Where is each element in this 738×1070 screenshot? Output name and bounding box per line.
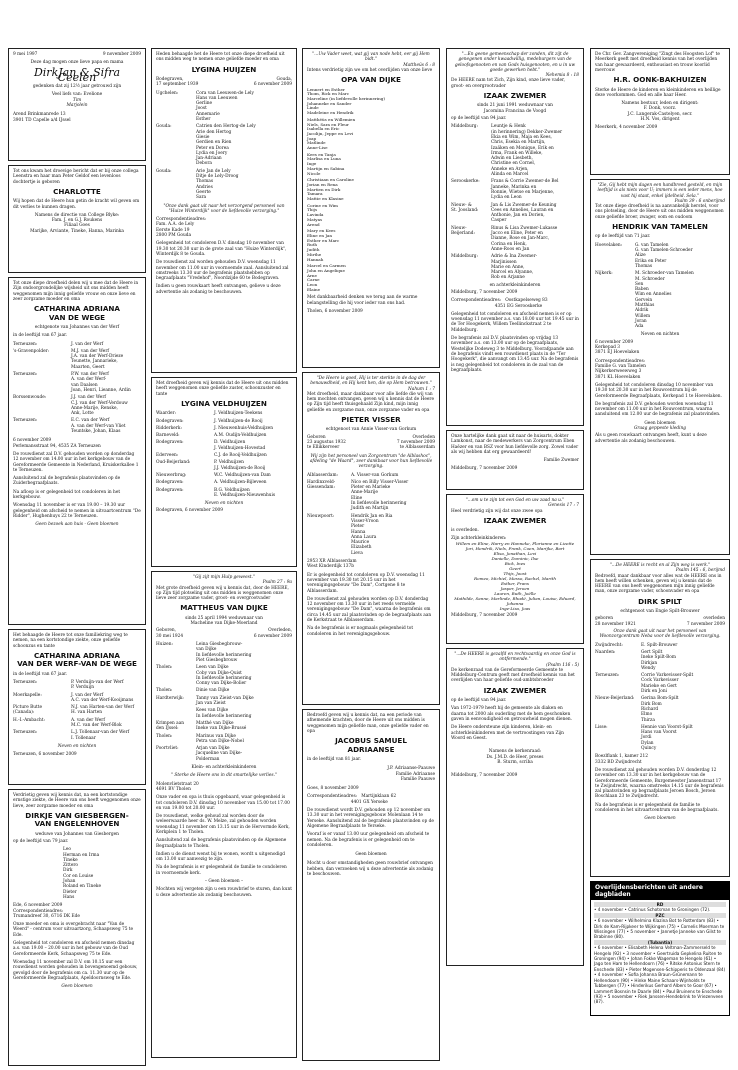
address: Arend Brinkmanrede 13 3901 TD Capelle a/d IJssel xyxy=(13,112,71,123)
column-1 xyxy=(8,48,146,1070)
family-member: Marcel en Carmen xyxy=(307,263,346,269)
date: Middelburg, 7 november 2009 xyxy=(451,466,518,472)
funeral-text: Onze moeder en oma is overgebracht naar "Van de Weerd" - centrum voor uitvaartzorg, Schaapsweg 75 te Ede. xyxy=(13,922,134,938)
subtitle: echtgenote van Johannes van der Werf xyxy=(34,325,120,330)
address: Molenvlietstraat 20 4691 BV Tholen xyxy=(156,781,199,792)
family-member: Romeo, Michiel, Messo, Rachel, Marith xyxy=(474,575,556,581)
deceased-name: PIETER VISSER xyxy=(341,415,401,425)
address: Correspondentieadres: Trumandreef 30, 6716 DK Ede xyxy=(13,908,80,919)
table-row: • 4 november • Catrinus Schotsman te Groningen (72). xyxy=(594,907,711,913)
family-row: Hardterwijk: Tanny van Zieist-van Dijke Jan van Zieist xyxy=(156,695,254,707)
footer: Neven en nichten xyxy=(204,501,244,507)
date: 6 november 2009 xyxy=(13,438,52,444)
family-row: Terneuzen: P. Verduijn-van der Werf P. Verduijn xyxy=(13,680,124,691)
family-member: Willem en Eline, Harry en Hanneke, Florianne en Lizette xyxy=(455,540,575,546)
family-member: Christiaan en Caroline xyxy=(307,177,354,183)
family-row: Terneuzen: E.C. van der Werf A. van der Werf-van Vliet Teuntske, Johan, Klaas xyxy=(13,418,126,435)
burial-text: Aansluitend zal de begrafenis plaatsvinden op de Zuiderbegraafplaats. xyxy=(13,476,121,487)
family-member: Kees en Tanja xyxy=(307,151,336,157)
text: Wij hopen dat de Heere hun getin de kracht wil geven om dit verlies te kunnen dragen. xyxy=(13,199,140,210)
family-member: Lauren, Ruth, Joëlle xyxy=(494,590,536,596)
family-member: Linde xyxy=(307,105,319,111)
extra-text: Na de begrafenis is er nogmaals gelegenheid tot condoleren in het verenigingsgebouw. xyxy=(307,626,414,637)
family-row: Bodegraven: D. Veldhuijzen J. Veldhuijzen-Hovestad xyxy=(156,440,266,451)
grandchildren: en achterkleinkinderen xyxy=(489,282,541,288)
funeral-text: Gelegenheid tot condoleren D.V. dinsdag 10 november van 19.30 tot 20.30 uur in de grote zaal van "Huize Winterdijk", Winterdijk 8 te Gouda. xyxy=(156,241,287,257)
table-row: • 6 november • Elisabeth Helena Veltman-Zammerseld te Hengelo (92) • 3 november • Geertruida Gepkelina Ruiten te Groningen (94) • Johan Fokke Wageman te Hengelo (61) • Jago ten Ham te Hellendoorn (76) • Ritske Antonius Stern te Enschede (83) • Pieter Mogensen-Schipperis te Oldenzaal (84) • 4 november • Sofia Johanna Braun-Grünemann te Hellendoorn (90) • Hinke Maine Schaars-Wijnholds te Tubbergen (77) • Hinderikus Gerhard Albers te Goor (67) • Lammert Bosnsin te Daarle (84) • Paul Bruinens te Enschede (93) • 5 november • Riek Janssen-Hendebrink te Vriezenveen (87). xyxy=(594,945,726,1005)
anniversary-notice xyxy=(8,48,146,161)
family-member: Thom, Rick en Marc xyxy=(307,91,350,97)
family-row: Nieuwpoort: Hendrik Jan en Ria Visser-Vroon Pieter Hanna Anna Laura Maurice Elizabeth Lieva xyxy=(307,513,393,556)
quote-ref: Psalm 27 : 9a xyxy=(262,580,292,586)
family-member: Elaine xyxy=(307,286,321,292)
quote-ref: Psalm 145 : 6, berijmd xyxy=(675,568,725,574)
family-row: Nieuw-Beijerland: Gerina Bom-Spilt Dirk Bom Richard Elmo Thirza xyxy=(595,696,679,723)
great-grandchildren-notice xyxy=(446,494,584,644)
deceased-name: HENDRIK VAN TAMELEN xyxy=(612,222,708,232)
subtitle: sinds 21 juni 1991 weduwnaar van Jacomina Francina de Voogd xyxy=(477,103,553,114)
intro: De HEERE nam tot Zich, Zijn kind, onze lieve vader, groot- en overgrootvader xyxy=(451,78,565,89)
intro: De kerkenraad van de Gereformeerde Gemeente te Middelburg-Centrum geeft met droefheid kennis van het overlijden van haar geliefde oud-ambtsbroeder xyxy=(451,667,575,684)
signature: J.P. Adriaanse-Paauwe Familie Adriaanse Familie Paauwe xyxy=(387,766,435,782)
family-row: Middelburg: Adrie & Ina Zwemer- Marjinissen Marie en Anne, Marcel en Alyanne, Rob en Arjanne xyxy=(451,254,538,281)
deceased-name: IZAAK ZWEMER xyxy=(483,515,547,525)
family-member: Mirthe xyxy=(307,251,322,257)
family-row: Barneveld: A.M. Oudijn-Veldhuijzen xyxy=(156,433,267,439)
family-row: Ugchelen: Cora van Leeuwen-de Lely Hans van Leeuwen Gerline Joost Annemarie Esther xyxy=(156,90,254,123)
subtitle: echtgenoot van Engie Spilt-Brouwer xyxy=(620,609,700,615)
family-member: Mathilde, Sanne, Marlinde, Rhodé, Julian, Louise, Eduard, Johanna xyxy=(454,595,576,606)
death-notice: "Gij zijt mijn Hulp geweest." Psalm 27 : 9a Met grote droefheid geven wij u kennis dat, door de HEERE, op Zijn tijd plotseling uit ons midden is weggenomen onze lieve zeer zorgzame vader, groot- en overgrootvader MATTHEUS VAN DIJKE sinds 25 april 1994 weduwnaar van Macheline van Dijke-Moerland Geboren, Overleden, 30 mei 1924 6 november 2009 Huizen: Leina Giesbegbrouw- van Dijke In liefdevolle herinnering Piet Giesbegbrouw Tholen: Leen van Dijke Coby van Dijke-Quist In liefdevolle herinnering Conny van Dijke-Bolier Tholen: Dinie van Dijke Hardterwijk: Tanny van Zieist-van Dijke Jan van Zieist Kees van Dijke In liefdevolle herinnering Krimpen aan den IJssel: Matthé van Dijke Ineke van Dijke-Brussé Tholen: Marinus van Dijke Petra van Dijke-Nobel Poortvliet: Arjan van Dijke Jacqueline van Dijke- Polderman Klein- en achterkleinkinderen " Sterke de Heere ons in dit smartelijke verlies." Molenvlietstraat 20 4691 BV Tholen Onze vader en opa is thuis opgebaard, waar gelegenheid is tot condoleren D.V. dinsdag 10 november van 15.00 tot 17.00 en van 19.00 tot 20.00 uur. De rouwdienst, welke gehoud zal worden door de weleerwaarde heer ds. W. Melze, zal gehouden worden woensdag 11 november om 13.15 uur in de Hervormde Kerk, Kerkplein 1 te Tholen. Aansluitend zal de begrafenis plaatsvinden op de Algemene Begraafplaats te Tholen. Indien u de dienst wenst bij te wonen, wordt u uitgenodigd om 13.00 uur aanwezig te zijn. Na de begrafenis is er gelegenheid de familie te condoleren in voornoemde kerk. – Geen bloemen – Mochten wij vergeten zijn u een rouwbrief te sturen, dan kunt u deze advertentie als zodanig beschouwen. xyxy=(151,571,297,1058)
death-notice xyxy=(151,377,297,567)
funeral-text: Gelegenheid tot condoleren dinsdag 10 november van 19.30 tot 20.30 uur in het Rouwcentrum bij de Gereformeerde Begraafplaats, Kerkepad 1 te Hoevelaken. xyxy=(595,382,722,399)
family-row: Gouda: Arie Jan de Lely Ditje de Lely-Droog Thomas Andries Geerte Sara xyxy=(156,168,239,201)
intro: Met droefheid, maar dankbaar voor alle liefde die wij van hem mochten ontvangen, geven wij u kennis dat de Heere op Zijn tijd heeft thuisgehaald Zijn kind, mijn innig geliefde en zorgzame man, onze zorgzame vader en opa xyxy=(307,391,435,413)
funeral-text: De rouwdienst, welke gehoud zal worden door de weleerwaarde heer ds. W. Melze, zal gehouden worden woensdag 11 november om 13.15 uur in de Hervormde Kerk, Kerkplein 1 te Tholen. xyxy=(156,814,290,835)
family-member: Jorian en Rena xyxy=(307,181,338,187)
family-row: Terneuzen: Corrie Varkevisser-Spilt Cock Varkevisser Marieke en Gert Dirk en Joni xyxy=(595,673,694,695)
date-left: 9 mei 1997 xyxy=(13,52,38,57)
family-member: Elisa, Jonathan, Levi xyxy=(493,550,537,556)
funeral-text: De rouwdienst zal gehouden worden D.V. donderdag 12 november om 13.30 uur in het kerkgebouw van de Gereformeerde Gemeente, Burgemeester Jansenstraat 17 te Zwijndrecht, waarna omstreeks 14.15 uur de begrafenis zal plaatsvinden op begraafplaats Jeroen Bosch, Jeroen Boschlaan 23 te Zwijndrecht. xyxy=(595,767,724,800)
family-member: Mary en Kees xyxy=(307,228,336,234)
quote-ref: Nahum 1 : 7 xyxy=(408,386,435,392)
family-member: Ruth xyxy=(307,242,318,248)
deceased-name: LYGINA HUIJZEN xyxy=(191,64,257,74)
extra-text: Woensdag 11 november is er van 19.00 – 19.30 uur gelegenheid om afscheid te nemen in uitvaartcentrum "De Ridder", Hughenhuys 22 te Terneuzen. xyxy=(13,503,141,519)
age: op de leeftijd van 94 jaar. xyxy=(451,116,507,122)
footer: Neven en nichten xyxy=(57,743,97,749)
family-member: Marceline (in liefdevolle herinnering) xyxy=(307,96,385,101)
date: Meerkerk, 4 november 2009 xyxy=(595,125,658,131)
family-member: Nicole xyxy=(307,170,321,176)
family-row: Krimpen aan den IJssel: Matthé van Dijke Ineke van Dijke-Brussé xyxy=(156,720,247,732)
family-member: Hannah xyxy=(307,256,324,262)
funeral-text: De rouwdienst zal D.V. gehouden worden op donderdag 12 november om 14.00 uur in het kerkgebouw van de Gereformeerde Gemeente in Nederland, Kruiskerkallee 1 te Terneuzen. xyxy=(13,451,139,473)
date: Tholen, 6 november 2009 xyxy=(307,309,363,315)
funeral-text: De begrafenis zal D.V. plaatsvinden op vrijdag 13 november a.s. om 13.00 uur op de begraafplaats, Westelijke Dodeweg 3 te Middelburg. Voorafgaande aan de begrafenis vindt een rouwdienst plaats in de "Ter Hoogekerk", die aanvangt om 13.45 uur. Na de begrafenis is nog gelegenheid tot condoleren in de zaal van de begraafplaats. xyxy=(451,336,579,373)
family-member: Thijs xyxy=(307,207,318,213)
text: gedenken dat zij 12½ jaar getrouwd zijn xyxy=(32,84,122,90)
no-flowers: – Geen bloemen – xyxy=(204,879,244,885)
family-member: Thijs, Joost xyxy=(503,570,527,576)
signature: Namens bestuur, leden en dirigent: F. Donk, voorz. J.C. Langerak-Castelyen, secr. H.N. Vos, dirigent xyxy=(621,101,699,123)
deceased-name: CATHARINA ADRIANA VAN DE WEGE xyxy=(34,304,120,322)
extra-text: Indien u de dienst wenst bij te wonen, wordt u uitgenodigd om 13.00 uur aanwezig te zijn. xyxy=(156,851,286,863)
burial-text: De begrafenis zal D.V. gehouden worden woensdag 11 november om 11.00 uur in het Rouwcentrum, waarna aansluitend om 12.00 uur de begrafenis zal plaatsvinden. xyxy=(595,401,721,418)
intro: Tot ons kwam het droevige bericht dat er bij onze collega Leenstra en haar man Peter Geldof een levenloos dochtertje is geboren xyxy=(13,169,139,185)
text: Van 1972-1979 heeft hij de gemeente als diaken en daarna tot 2000 als ouderling met de hem geschonken gaven in eenvoudigheid en getrouwheid mogen dienen. xyxy=(451,706,573,723)
date: Ede, 6 november 2009 xyxy=(13,903,63,909)
family-member: Danielle, Dominic, Ilse xyxy=(491,555,539,561)
condolence-notice xyxy=(8,165,146,273)
intro: Tot onze diepe droefheid delen wij u mee dat de Heere in Zijn ondoorgrondelijke wijsheid uit ons midden heeft weggenomen mijn innig geliefde vrouw en onze lieve en zeer zorgzame moeder en oma xyxy=(13,281,139,302)
visit-text: De rouwdienst wordt D.V. gehouden op 12 november om 13.30 uur in het verenigingsgebouw Molenlaan 14 te Yerseke. Aansluitend zal de begrafenis plaatsvinden op de Algemene Begraafplaats te Yerseke. xyxy=(307,808,434,829)
quote: "...om u te zijn tot een God en uw zaad na u." xyxy=(465,498,565,503)
address: Kerkepad 3 3871 EJ Hoevelaken xyxy=(595,345,640,356)
date: Terneuzen, 6 november 2009 xyxy=(13,752,77,758)
extra-text: Woensdag 11 november zal D.V. om 10.15 uur een rouwdienst worden gehouden in bovengenoemd gebouw, gevolgd door de begrafenis om ca. 11.30 uur op de Gereformeerde Begraafplaats, Apeldoornsweg te Ede. xyxy=(13,959,138,981)
age: op de leeftijd van 79 jaar. xyxy=(13,839,69,844)
death-notice: "De Heere is goed, Hij is ter sterkte in de dag der benauwdheid, en Hij kent hen, die op Hem betrouwen." Nahum 1 : 7 Met droefheid, maar dankbaar voor alle liefde die wij van hem mochten ontvangen, geven wij u kennis dat de Heere op Zijn tijd heeft thuisgehaald Zijn kind, mijn innig geliefde en zorgzame man, onze zorgzame vader en opa PIETER VISSER echtgenoot van Annie Visser-van Gorkum Geboren Overleden 23 augustus 1932 7 november 2009 te Ellikkerveer te Alblasserdam Wij zijn het personeel van Zorgcentrum "de Alblashoc", afdeling "de Waard", zeer dankbaar voor hun liefdevolle verzorging. Alblasserdam: A. Visser-van Gorkum Hardinxveld- Giessendam: Nico en Billy Visser-Visser Pieter en Marieke Anne-Marije Eline In liefdevolle herinnering Judith en Martijn Nieuwpoort: Hendrik Jan en Ria Visser-Vroon Pieter Hanna Anna Laura Maurice Elizabeth Lieva 2953 XR Alblasserdam West Kinderdijk 137b Er is gelegenheid tot condoleren op D.V. woensdag 11 november van 19.30 tot 20.15 uur in het verenigingsgebouw "De Dam", Cortgene 8 te Alblasserdam. De rouwdienst zal gehouden worden op D.V. donderdag 12 november om 13.30 uur in het reeds vermelde verenigingsgebouw "De Dam", waarna de begrafenis om circa 14.45 uur zal plaatsvinden op de begraafplaats aan de Kerkstraat te Alblasserdam. Na de begrafenis is er nogmaals gelegenheid tot condoleren in het verenigingsgebouw. xyxy=(302,372,440,705)
family-row: Hoevelaken: G. van Tamelen G. van Tamelen-Schroeder Alize Erika en Peter Thomas xyxy=(595,242,693,269)
quote: "De Heere is goed, Hij is ter sterkte in de dag der benauwdheid, en Hij kent hen, die op Hem betrouwen." xyxy=(310,376,432,387)
burial-text: De rouwdienst zal worden gehouden D.V. woensdag 11 november om 11.00 uur in voornoemde zaal. Aansluitend zal omstreeks 13.30 uur de begrafenis plaatshebben op begraafplaats "Vredehof", Noordzijde 60 te Bodegraven. xyxy=(156,260,289,282)
quote: "...Uw Vader weet, wat gij van node hebt, eer gij Hem bidt." xyxy=(312,52,430,63)
choir-notice xyxy=(590,48,730,175)
deceased-name: CHARLOTTE xyxy=(53,186,101,196)
family-row: Borssenwoude: J.J. van der Werf C.J. van der Werf-Verdouw Anne-Marije, Renske, Ank, Lotte xyxy=(13,395,128,417)
family-member: Jori, Hendrik, Niels, Frank, Coen, Marijke, Bart xyxy=(465,545,565,551)
family-row: Bodegraven: B.G. Veldhuijzen E. Veldhuijzen-Nieuwenhuis xyxy=(156,487,276,498)
intro: Bedroefd geven wij u kennis dat, na een periode van afnemende krachten, door de Heere uit ons midden is weggenomen mijn geliefde man, onze geliefde vader en opa xyxy=(307,713,429,734)
family-row: Huizen: Leina Giesbegbrouw- van Dijke In liefdevolle herinnering Piet Giesbegbrouw xyxy=(156,642,252,663)
grandchildren: Klein- en achterkleinkinderen xyxy=(191,765,257,771)
family-member: Isabella en Eric xyxy=(307,126,340,132)
family-member: Niels, Sara en Fleur xyxy=(307,121,349,127)
quote: "...En geene gemeenschap der zonden, dit zijt de genegenen onder kwaadwillig, medeburgers van de geloofsgenooten en van Gods huisgenooten, en u in uw goede gewerken hebt." xyxy=(454,52,576,73)
column-5 xyxy=(590,48,730,1020)
family-member: Carne xyxy=(307,277,320,283)
address: Correspondentieadres: Martijnklaan 62 4401 GX Yerseke xyxy=(307,794,397,805)
family-row: Zwijndrecht: E. Spilt-Brouwer xyxy=(595,642,678,648)
text: is overleden. xyxy=(451,528,479,534)
family-member: Geert xyxy=(509,565,521,571)
couple-names: DirkJan & Sifra Ceelen xyxy=(33,65,121,84)
intro: Verdrietig geven wij kennis dat, na een kortstondige ernstige ziekte, de Heere van ons heeft weggenomen onze lieve, zeer zorgzame moeder en oma xyxy=(13,793,141,809)
family-row: Nieuw- & St. Joosland: Jan & Lis Zwemer-de Keuning Cees en Annelies, Lauran en Anthonie, Jan en Dorien, Casper xyxy=(451,202,557,224)
date: Middelburg, 7 november 2009 xyxy=(451,289,518,295)
no-flowers: Geen bloemen xyxy=(644,420,676,426)
family-row: Moerkapelle: J. van der Werf A.C. van der Werf-Kooijmans xyxy=(13,692,134,703)
family-member: Tamara xyxy=(307,191,323,197)
family-row: Bodegraven: A. Veldhuijzen-Bijleveen xyxy=(156,480,267,486)
deceased-name: MATTHEUS VAN DIJKE xyxy=(180,603,268,613)
family-row: Serooskerke: Frans & Corrie Zwemer-de Bel Janneke, Marinka en Ronnie, Wietse en Marjenne, Lydia en Leon xyxy=(451,179,559,201)
quote-ref: Psalm 39 : 6 onberijmd xyxy=(674,198,725,204)
age: in de leeftijd van 67 jaar. xyxy=(13,671,68,677)
deceased-name: JACOBUS SAMUEL ADRIAANSE xyxy=(335,736,407,754)
column-3 xyxy=(302,48,440,1065)
family-row: Lisse: Hennie van Voorst-Spilt Hans van Voorst Jordi Dylan Quincy xyxy=(595,724,693,752)
family-member: Marlisa en Luna xyxy=(307,156,341,162)
family-list xyxy=(307,88,435,293)
quote-ref: Nehemia 8 : 18 xyxy=(545,73,579,79)
other-papers-table xyxy=(590,881,730,1016)
family-row: Terneuzen: P.W. van der Werf A. van der Werf- van Daalsen Joan, Henri, Lieanne, Ardin xyxy=(13,372,131,393)
church-notice xyxy=(446,648,584,966)
extra-text-2: Na de begrafenis is er gelegenheid de familie te condoleren in voornoemde kerk. xyxy=(156,865,287,876)
text: Met dankbaarheid denken we terug aan de warme belangstelling die hij voor ieder van ons had. xyxy=(307,295,418,306)
column-2 xyxy=(151,48,297,1062)
date: Middelburg, 7 november 2009 xyxy=(451,773,518,779)
quote-ref: Mattheüs 6 : 8 xyxy=(403,62,435,68)
intro: De Chr. Gev. Zangvereniging "Zingt des Hoogsten Lof" te Meerkerk geeft met droefheid kennis van het overlijden van haar gewaardeerd, enthousiast en trouw koorlid mevrouw xyxy=(595,52,720,73)
table-title: Overlijdensberichten uit andere dagbladen xyxy=(591,882,729,900)
footer: Geen bloemen xyxy=(61,984,93,990)
burial-text: Aansluitend zal de begrafenis plaatsvinden op de Algemene Begraafplaats te Tholen. xyxy=(156,838,287,849)
no-flowers: Geen bloemen xyxy=(355,852,387,858)
kid: Tim xyxy=(72,97,82,103)
family-member: Inge xyxy=(307,161,317,167)
date: Bodegraven, 6 november 2009 xyxy=(156,508,224,514)
family-row: Nijkerk: M. Schroeder-van Tamelen M. Schroeder Sen Baben Wim en Annelies Gervein Matthias Aldrik Willem Joran Ada xyxy=(595,271,694,330)
family-member: Esther en Marc xyxy=(307,237,340,243)
family-member: Corine en Wim xyxy=(307,202,338,208)
family-row: Oud-Beijerland: P. Veldhuijzen J.J. Veldhuijzen-de Rooij xyxy=(156,460,266,471)
signature: Familie Zwemer xyxy=(543,458,579,464)
quote: "Gij zijt mijn Hulp geweest." xyxy=(193,575,255,580)
intro: Tot onze diepe droefheid is na aanvankelijk herstel, voor ons plotseling, door de Heere uit ons midden weggenomen onze geliefde broer, zwager, oom en oudoom xyxy=(595,204,724,220)
age: op de leeftijd van 94 jaar. xyxy=(451,698,507,704)
signature: Namens de directie van College Blyke: Fam. J. en G.J. Roukens Filiaal Goes Marijke, Arviante, Tineke, Hanna, Marinka xyxy=(30,212,124,234)
deceased-name: DIRK SPILT xyxy=(638,596,682,606)
family-notice xyxy=(8,629,146,785)
intro: Heden behaagde het de Heere tot onze diepe droefheid uit ons midden weg te nemen onze geliefde moeder en oma xyxy=(156,52,285,63)
subtitle: sinds 25 april 1994 weduwnaar van Macheline van Dijke-Moerland xyxy=(185,615,263,627)
family-member: Esther, Frans xyxy=(501,580,529,586)
family-row: Kees van Dijke In liefdevolle herinnering xyxy=(196,708,252,719)
family-member: Eline en Jan xyxy=(307,232,333,238)
extra-text: Na de begrafenis is er gelegenheid de familie te condoleren in het uitvaartcentrum van de begraafplaats. xyxy=(595,802,719,813)
funeral-text: Vooraf is er vanaf 13.00 uur gelegenheid om afscheid te nemen. Na de begrafenis is er gelegenheid om te condoleren. xyxy=(307,832,430,848)
family-row: 's-Gravenpolder: M.J. van der Werf J.A. van der Werf-Drieze Teunette, Jannarieke, Maarten, Geert xyxy=(13,348,124,370)
quote-ref: Genesis 17 : 7 xyxy=(548,503,579,509)
family-member: Jacolijn, Jeppe en Levi xyxy=(307,130,354,136)
age: in de leeftijd van 67 jaar. xyxy=(13,333,68,339)
visit-text: Gelegenheid tot condoleren en afscheid nemen is er op woensdag 11 november a.s. van 18.00 uur tot 19.45 uur in de Ter Hoogekerk, Willem Teellinckstraat 2 te Middelburg. xyxy=(451,311,579,333)
footer: Indien u geen rouwkaart heeft ontvangen, gelieve u deze advertentie als zodanig te beschouwen. xyxy=(156,284,281,295)
deceased-name: IZAAK ZWEMER xyxy=(483,91,547,101)
visit-text: Er is gelegenheid tot condoleren op D.V. woensdag 11 november van 19.30 tot 20.15 uur in het verenigingsgebouw "De Dam", Cortgene 8 te Alblasserdam. xyxy=(307,572,425,594)
family-member: Jasper, Jeroen xyxy=(500,585,530,591)
family-member: Judith xyxy=(307,247,320,253)
family-row: Tholen: Leen van Dijke Coby van Dijke-Quist In liefdevolle herinnering Conny van Dijke-Bolier xyxy=(156,665,252,687)
subtitle: echtgenoot van Annie Visser-van Gorkum xyxy=(325,427,417,433)
footer: Geen bezoek aan huis - Geen bloemen xyxy=(35,522,119,528)
address: 2953 XR Alblasserdam West Kinderdijk 137b xyxy=(307,559,357,570)
thanks-notice xyxy=(446,430,584,490)
intro: Heel verdrietig zijn wij dat onze zwee opa xyxy=(451,508,543,514)
family-row: H.-I.-Ambacht: A. van der Werf M.C. van der Werf-Blok xyxy=(13,717,122,729)
quote: "Zie, Gij hebt mijn dagen een handbreed gesteld, en mijn leeftijd is als niets voor U; immers is een ieder mens, hoe vast hij staat, enkel ijdelheid. Sela." xyxy=(597,183,723,199)
deceased-name: H.R. OONK-BAKHUIZEN xyxy=(613,75,707,85)
date: Middelburg, 7 november 2009 xyxy=(451,612,518,618)
intro: Het behaagde de Heere tot onze familiekring weg te nemen, na een kortstondige ziekte, onze geliefde schoonzus en tante xyxy=(13,633,128,649)
deceased-name: CATHARINA ADRIANA VAN DER WERF-VAN DE WEGE xyxy=(17,650,137,669)
intro: Met droefheid geven wij kennis dat de Heere uit ons midden heeft weggenomen onze geliefde zuster, schoonzuster en tante xyxy=(156,381,289,397)
date-right: 9 november 2009 xyxy=(102,52,141,57)
footer: Neven en nichten xyxy=(640,331,680,337)
family-row: Alblasserdam: A. Visser-van Gorkum xyxy=(307,472,399,478)
family-member: Johanneke en Sander xyxy=(307,100,352,106)
family-member: Arne xyxy=(307,272,317,278)
footer: Mochten wij vergeten zijn u een rouwbrief te sturen, dan kunt u deze advertentie als zodanig beschouwen. xyxy=(156,887,292,898)
family-row: Picture Butte (Canada): N.J. van Harten-van der Werf H. van Harten xyxy=(13,705,135,716)
family-member: Matlinde xyxy=(307,140,326,146)
quote-ref: (Psalm 116 : 5) xyxy=(546,662,579,668)
family-row: Nieuwerbrug: W.C. Veldhuijzen-van Dam xyxy=(156,472,271,478)
date: Goes, 8 november 2009 xyxy=(307,786,359,792)
deceased-name: OPA VAN DIJKE xyxy=(341,75,401,85)
family-row: Waarder: J. Veldhuijzen-Teekens xyxy=(156,411,263,417)
quote2: Onze dank gaat uit naar het personeel van Woonzorgcentrum Neba voor de liefdevolle verzorging. xyxy=(599,629,721,640)
footer-2: Als u geen rouwkaart ontvangen heeft, kunt u deze advertentie als zodanig beschouwen. xyxy=(595,433,707,444)
label: Zijn achterkleinkinderen: xyxy=(451,535,507,541)
address: Correspondentieadres: Oostkapelseweg 83 4351 EG Serooskerke xyxy=(451,298,548,309)
table-body: RD • 4 november • Catrinus Schotsman te Groningen (72). PZC • 6 november • Wilhelmina Klazina Bot te Rotterdam (83) • Dirk de Kam-Rijpkeer te Wijkingen (75) • Cornelis Moerman te Wissingen (77) • 5 november • Jannetje Janneke van Gilst te Brabinne (80). (Tubantia) • 6 november • Elisabeth Helena Veltman-Zammerseld te Hengelo (92) • 3 november • Geertruida Gepkelina Ruiten te Groningen (94) • Johan Fokke Wageman te Hengelo (61) • Jago ten Ham te Hellendoorn (76) • Ritske Antonius Stern te Enschede (83) • Pieter Mogensen-Schipperis te Oldenzaal (84) • 4 november • Sofia Johanna Braun-Grünemann te Hellendoorn (90) • Hinke Maine Schaars-Wijnholds te Tubbergen (77) • Hinderikus Gerhard Albers te Goor (67) • Lammert Bosnsin te Daarle (84) • Paul Bruinens te Enschede (93) • 5 november • Riek Janssen-Hendebrink te Vriezenveen (87). xyxy=(594,902,726,1005)
family-row: Tholen: Marinus van Dijke Petra van Dijke-Nobel xyxy=(156,733,244,744)
family-member: Mattie en Klasine xyxy=(307,196,344,202)
family-row: Ridderkerk: J. Nieuwenhuis-Veldhuijzen xyxy=(156,425,273,431)
age: op de leeftijd van 71 jaar. xyxy=(595,234,651,240)
visit-text: Na afloop is er gelegenheid tot condoleren in het kerkgebouw. xyxy=(13,489,121,501)
date: 6 november 2009 xyxy=(595,339,634,345)
column-4 xyxy=(446,48,584,970)
family-member: Martijn en Sabina xyxy=(307,165,345,171)
family-row: Ederveen: C.J. de Rooij-Veldhuijzen xyxy=(156,453,267,459)
address: Boezlflank 1, kamer 212 3332 BD Zwijndrecht xyxy=(595,754,648,765)
family-row: Nieuw- Beijerland: Rinus & Lisa Zwemer-Lukasse Jacco en Eline, Peter en Dianne, Rose en Jan-Marc, Corina en Henk, Anne-Roos en Jan xyxy=(451,225,558,252)
death-notice xyxy=(8,277,146,625)
family-member: Leon xyxy=(307,282,318,288)
extra-text: Graag geppeste kleding xyxy=(633,425,687,431)
text: Sterke de Heere de kinderen en kleinkinderen en heillige deze voorkommen. God en alle haar Heer. xyxy=(595,87,721,98)
age: in de leeftijd van 81 jaar. xyxy=(307,757,362,762)
kid: Marjolein xyxy=(66,103,88,109)
address: Correspondentieadres: Fam. A.A. de Lely Eerste Kade 19 2800 PM Gouda xyxy=(156,217,207,239)
family-row: Terneuzen: J. van der Werf xyxy=(13,341,104,347)
death-notice xyxy=(302,709,440,1061)
deceased-name: LYGINA VELDHUIJZEN xyxy=(181,398,267,408)
family-row: Bodegraven: J. Veldhuijzen-de Rooij xyxy=(156,418,263,424)
quote: "...De HEERE is gezalfd en rechtvaardig en onze God is ontfermende." xyxy=(454,652,576,663)
death-notice: "...De HEERE is recht en al Zijn weg is werk." Psalm 145 : 6, berijmd Bedroefd, maar dankbaar voor alles wat de HEERE ons in hem heeft willen schenken, geven wij u kennis dat de HEERE van ons heeft weggenomen mijn innig geliefde man, onze zorgzame vader, schoonvader en opa DIRK SPILT echtgenoot van Engie Spilt-Brouwer geboren overleden 28 november 1921 7 november 2009 Onze dank gaat uit naar het personeel van Woonzorgcentrum Neba voor de liefdevolle verzorging. Zwijndrecht: E. Spilt-Brouwer Naarden: Gert Spilt Ineke Spilt-Bom Dirkjan Wendy Terneuzen: Corrie Varkevisser-Spilt Cock Varkevisser Marieke en Gert Dirk en Joni Nieuw-Beijerland: Gerina Bom-Spilt Dirk Bom Richard Elmo Thirza Lisse: Hennie van Voorst-Spilt Hans van Voorst Jordi Dylan Quincy Boezlflank 1, kamer 212 3332 BD Zwijndrecht De rouwdienst zal gehouden worden D.V. donderdag 12 november om 13.30 uur in het kerkgebouw van de Gereformeerde Gemeente, Burgemeester Jansenstraat 17 te Zwijndrecht, waarna omstreeks 14.15 uur de begrafenis zal plaatsvinden op begraafplaats Jeroen Bosch, Jeroen Boschlaan 23 te Zwijndrecht. Na de begrafenis is er gelegenheid de familie te condoleren in het uitvaartcentrum van de begraafplaats. Geen bloemen xyxy=(590,559,730,877)
family-row: Hardinxveld- Giessendam: Nico en Billy Visser-Visser Pieter en Marieke Anne-Marije Eline In liefdevolle herinnering Judith en Martijn xyxy=(307,479,409,512)
family-list xyxy=(451,541,579,611)
death-notice xyxy=(590,179,730,555)
family-row: Tholen: Dinie van Dijke xyxy=(156,688,230,694)
kids-label: Veel liefs van: Evelione xyxy=(51,92,103,98)
family-member: Madeleine en Hendrik xyxy=(307,110,354,116)
death-notice xyxy=(446,48,584,426)
footer: Mocht u door omstandigheden geen rouwbrief ontvangen hebben, dan verzoeken wij u deze advertentie als zodanig te beschouwen. xyxy=(307,861,434,878)
quote2: " Sterke de Heere ons in dit smartelijke verlies." xyxy=(171,773,277,779)
family-member: Inge-Lisa, Joas xyxy=(499,605,531,611)
deceased-name: DIRKJE VAN GIESBERGEN- VAN ENGELENHOVEN xyxy=(25,810,129,829)
family-member: Lennert en Esther xyxy=(307,86,345,92)
family-member: Matyas xyxy=(307,216,323,222)
family-member: Lavinda xyxy=(307,212,324,218)
no-flowers: Geen bloemen xyxy=(644,816,676,822)
family-member: Anne-Lise xyxy=(307,145,328,151)
quote: "...De HEERE is recht en al Zijn weg is werk." xyxy=(609,563,711,568)
family-member: Bick, Ines xyxy=(504,560,526,566)
death-notice: Heden behaagde het de Heere tot onze diepe droefheid uit ons midden weg te nemen onze geliefde moeder en oma LYGINA HUIJZEN Bodegraven, Gouda, 17 september 1939 6 november 2009 Ugchelen: Cora van Leeuwen-de Lely Hans van Leeuwen Gerline Joost Annemarie Esther Gouda: Catrien den Hertog-de Lely Arie den Hertog Giesie Gerdien en Rien Peter en Dorea Lydia en Joery Jan-Adriaan Debora Gouda: Arie Jan de Lely Ditje de Lely-Droog Thomas Andries Geerte Sara "Onze dank gaat uit naar het verzorgend personeel van "Huize Winterdijk" voor de liefdevolle verzorging." Correspondentieadres: Fam. A.A. de Lely Eerste Kade 19 2800 PM Gouda Gelegenheid tot condoleren D.V. dinsdag 10 november van 19.30 tot 20.30 uur in de grote zaal van "Huize Winterdijk", Winterdijk 8 te Gouda. De rouwdienst zal worden gehouden D.V. woensdag 11 november om 11.00 uur in voornoemde zaal. Aansluitend zal omstreeks 13.30 uur de begrafenis plaatshebben op begraafplaats "Vredehof", Noordzijde 60 te Bodegraven. Indien u geen rouwkaart heeft ontvangen, gelieve u deze advertentie als zodanig te beschouwen. xyxy=(151,48,297,373)
signature: Namens de kerkenraad: Ds. J.M.D. de Heer, preses B. Sturm, scriba xyxy=(486,749,544,765)
visit-text: Gelegenheid tot condoleren en afscheid nemen dinsdag a.s. van 19.00 – 20.00 uur in het gebouw van de Oud Gereformeerde Kerk, Schaapsweg 75 te Ede. xyxy=(13,941,135,957)
text-2: De Heere ondersteune zijn kinderen, klein- en achterkleinkinderen met de vertroostingen van Zijn Woord en Geest. xyxy=(451,725,564,741)
grandchildren-notice xyxy=(302,48,440,368)
address: Perlemansstraat 94, 4535 ZA Terneuzen xyxy=(13,443,101,449)
correspondence: Correspondentieadres: Familie G. van Tamelen Nijkerkerweewweg 3 3871 KL Hoevelaken xyxy=(595,358,646,380)
text: Onze hartelijke dank gaat uit naar de huisarts, dokter Lamkonst, naar de medewerkers van Zorgcentrum Eben Haëzer en van BSZ voor hun liefdevolle zorg. Zowel vader als wij hebben dat erg gewaardeerd! xyxy=(451,434,579,455)
family-member: Arend xyxy=(307,221,320,227)
family-row: Middelburg: Leuntje & Henk (in herinnering) Dekker-Zwemer Ekia en Wim, Maja en Kees, Chris, Esekia en Martijn, Izaäken en Monique, Erik en Irma, Frank en Willeke, Adwin en Liesbeth, Christine en Cornel, Anneke en Arjen, Alinda en Marcel xyxy=(451,124,563,178)
death-notice xyxy=(8,789,146,1066)
funeral-text: De rouwdienst zal gehouden worden op D.V. donderdag 12 november om 13.30 uur in het reeds vermelde verenigingsgebouw "De Dam", waarna de begrafenis om circa 14.45 uur zal plaatsvinden op de begraafplaats aan de Kerkstraat te Alblasserdam. xyxy=(307,596,432,623)
deceased-name: IZAAK ZWEMER xyxy=(483,685,547,695)
family-member: Matthéüs en Willemien xyxy=(307,116,356,122)
visit-text: Onze vader en opa is thuis opgebaard, waar gelegenheid is tot condoleren D.V. dinsdag 10 november van 15.00 tot 17.00 en van 19.00 tot 20.00 uur. xyxy=(156,795,290,811)
family-row: Terneuzen: L.J. Tollenaar-van der Werf I. Tollenaar xyxy=(13,730,130,741)
quote: "Onze dank gaat uit naar het verzorgend personeel van "Huize Winterdijk" voor de liefdevolle verzorging." xyxy=(163,203,285,214)
family-member: Martien en Dirk xyxy=(307,186,341,192)
family-member: John en Angelique xyxy=(307,267,345,273)
intro: Intens verdrietig zijn we om het overlijden van onze lieve xyxy=(307,67,433,73)
intro: Deze dag mogen onze lieve papa en mama xyxy=(30,60,124,66)
family-row: Naarden: Gert Spilt Ineke Spilt-Bom Dirkjan Wendy xyxy=(595,649,676,671)
intro: Bedroefd, maar dankbaar voor alles wat de HEERE ons in hem heeft willen schenken, geven wij u kennis dat de HEERE van ons heeft weggenomen mijn innig geliefde man, onze zorgzame vader, schoonvader en opa xyxy=(595,573,722,595)
children-list: Leo Herman en Irma Tineke Zittero Dirk Cor en Louise Johan Roland en Tineke Dieter Hans xyxy=(63,847,102,900)
quote2: Wij zijn het personeel van Zorgcentrum "de Alblashoc", afdeling "de Waard", zeer dankbaar voor hun liefdevolle verzorging. xyxy=(309,453,433,470)
family-row: Gouda: Catrien den Hertog-de Lely Arie den Hertog Giesie Gerdien en Rien Peter en Dorea Lydia en Joery Jan-Adriaan Debora xyxy=(156,124,256,167)
family-row: Poortvliet: Arjan van Dijke Jacqueline van Dijke- Polderman xyxy=(156,746,243,762)
table-row: • 6 november • Wilhelmina Klazina Bot te Rotterdam (83) • Dirk de Kam-Rijpkeer te Wijkingen (75) • Cornelis Moerman te Wissingen (77) • 5 november • Jannetje Janneke van Gilst te Brabinne (80). xyxy=(594,918,725,940)
intro: Met grote droefheid geven wij u kennis dat, door de HEERE, op Zijn tijd plotseling uit ons midden is weggenomen onze lieve zeer zorgzame vader, groot- en overgrootvader xyxy=(156,585,289,602)
subtitle: weduwe van Johannes van Giesbergen xyxy=(35,831,119,837)
family-member: Joap xyxy=(307,135,317,141)
